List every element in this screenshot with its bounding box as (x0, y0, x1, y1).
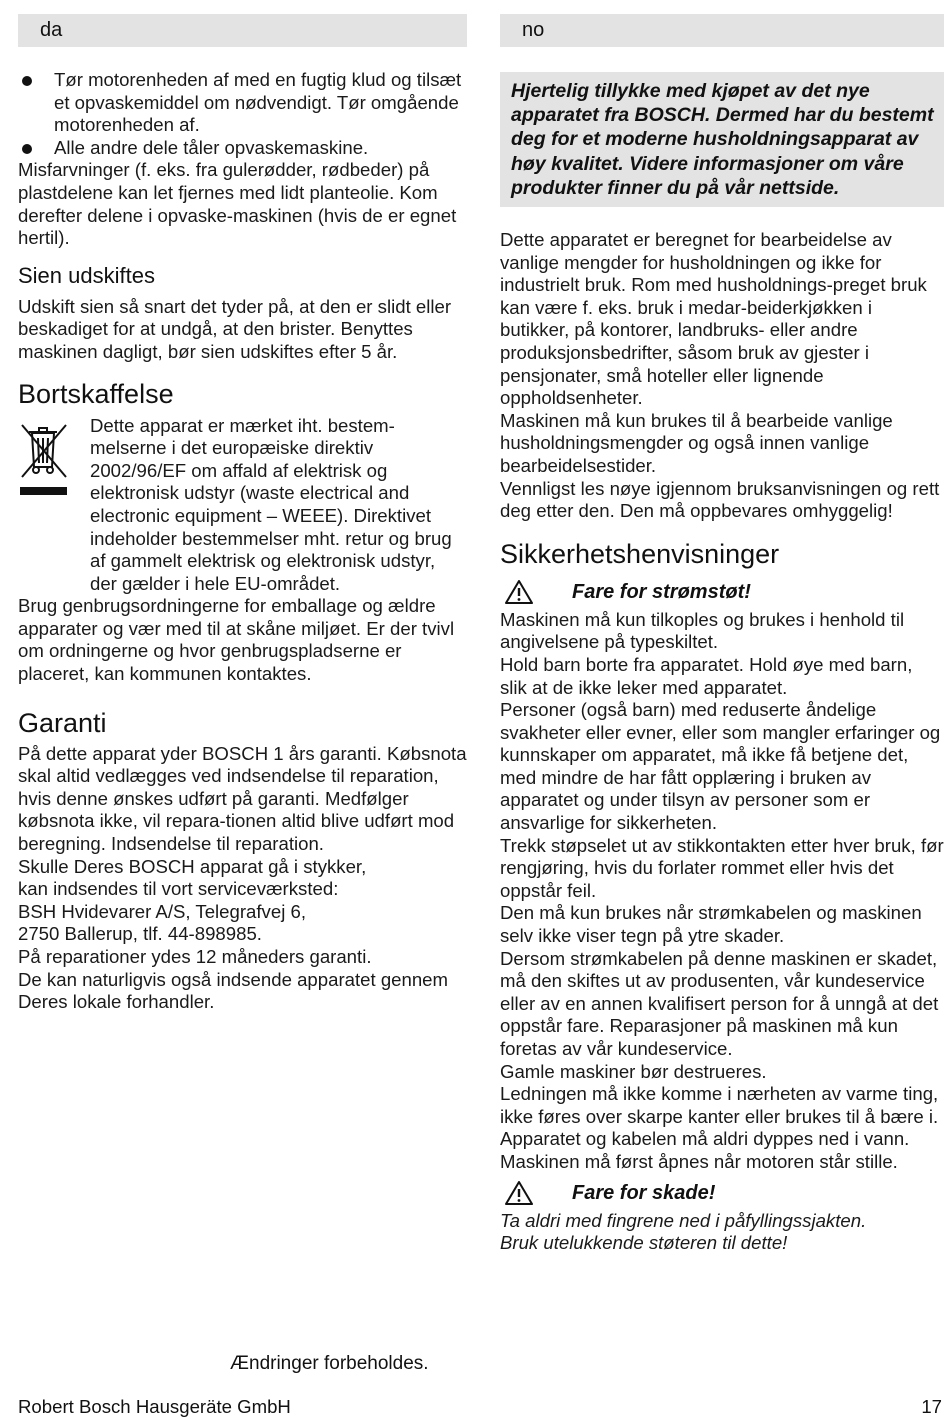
language-header-no: no (500, 14, 944, 47)
bullet-item: Tør motorenheden af med en fugtig klud og tilsæt et opvaskemiddel om nødvendigt. Tør omgående motorenheden af. (18, 69, 467, 137)
service-line: 2750 Ballerup, tlf. 44-898985. (18, 923, 262, 945)
intro-box: Hjertelig tillykke med kjøpet av det nye apparatet fra BOSCH. Dermed har du bestemt deg for et moderne husholdningsapparat av høy kvalitet. Videre informasjoner om våre produkter finner du på vår nettside. (500, 72, 944, 207)
changes-reserved-note: Ændringer forbeholdes. (230, 1353, 429, 1374)
language-header-da: da (18, 14, 467, 47)
service-line: BSH Hvidevarer A/S, Telegrafvej 6, (18, 900, 306, 922)
service-line: Skulle Deres BOSCH apparat gå i stykker, (18, 855, 367, 877)
disposal-heading: Bortskaffelse (18, 378, 174, 409)
sieve-text: Udskift sien så snart det tyder på, at den er slidt eller beskadiget for at undgå, at den brister. Benyttes maskinen dagligt, bør sien udskiftes efter 5 år. (18, 295, 452, 362)
right-column-no (500, 14, 944, 1255)
warranty-heading: Garanti (18, 707, 107, 738)
page-number: 17 (921, 1396, 942, 1417)
footer-company: Robert Bosch Hausgeräte GmbH (18, 1396, 291, 1417)
cleaning-text: Misfarvninger (f. eks. fra gulerødder, rødbeder) på plastdelene kan let fjernes med lidt planteolie. Kom derefter delene i opvaske-maskinen (hvis de er egnet hertil). (18, 159, 457, 249)
safety-heading: Sikkerhetshenvisninger (500, 538, 780, 569)
bullet-dot-icon (22, 144, 32, 154)
crossed-out-bin-icon (18, 419, 70, 499)
cleaning-bullet-list (18, 69, 467, 159)
injury-warning-text: Ta aldri med fingrene ned i påfyllingssjakten. Bruk utelukkende støteren til dette! (500, 1209, 867, 1254)
warning-electric-shock: Fare for strømstøt! (500, 577, 944, 607)
warranty-text: På dette apparat yder BOSCH 1 års garanti. Købsnota skal altid vedlægges ved indsendelse til reparation, hvis denne ønskes udført på garanti. Medfølger købsnota ikke, vil repara-tionen altid blive udført mod beregning. Indsendelse til reparation. Skulle Deres BOSCH apparat gå i stykker, kan indsendes til vort serviceværksted: BSH Hvidevarer A/S, Telegrafvej 6, 2750 Ballerup, tlf. 44-898985. På reparationer ydes 12 måneders garanti. De kan naturligvis også indsende apparatet gennem Deres lokale forhandler. (18, 742, 467, 1013)
warning-triangle-icon (504, 1180, 534, 1206)
left-column-da (18, 14, 467, 1014)
bullet-item: Alle andre dele tåler opvaskemaskine. (18, 137, 467, 160)
bullet-dot-icon (22, 76, 32, 86)
disposal-text: Brug genbrugsordningerne for emballage og ældre apparater og vær med til at skåne miljøet. Er der tvivl om ordningerne og hvor genbrugspladserne er placeret, kan kommunen kontaktes. (18, 595, 455, 685)
service-line: På reparationer ydes 12 måneders garanti. (18, 946, 372, 967)
weee-block (18, 415, 467, 596)
safety-text: Maskinen må kun tilkoples og brukes i henhold til angivelsene på typeskiltet. Hold barn borte fra apparatet. Hold øye med barn, slik at de ikke leker med apparatet. Personer (også barn) med reduserte åndelige svakheter eller evner, eller som mangler erfaringer og kunnskaper om apparatet, må ikke få betjene det, med mindre de har fått opplæring i bruken av apparatet og under tilsyn av personer som er ansvarlige for sikkerheten. Trekk støpselet ut av stikkontakten etter hver bruk, før rengjøring, hvis du forlater rommet eller hvis det oppstår feil. Den må kun brukes når strømkabelen og maskinen selv ikke viser tegn på ytre skader. Dersom strømkabelen på denne maskinen er skadet, må den skiftes ut av produsenten, vår kundeservice eller av en annen kvalifisert person for å unngå at det oppstår fare. Reparasjoner på maskinen må kun foretas av vår kundeservice. Gamle maskiner bør destrueres. Ledningen må ikke komme i nærheten av varme ting, ikke føres over skarpe kanter eller brukes til å bære i. Apparatet og kabelen må aldri dyppes ned i vann. Maskinen må først åpnes når motoren står stille. (500, 608, 944, 1172)
intended-use-text: Dette apparatet er beregnet for bearbeidelse av vanlige mengder for husholdningen og ikke for industrielt bruk. Rom med husholdnings-preget bruk kan være f. eks. bruk i medar-beiderkjøkken i butikker, på kontorer, landbruks- eller andre produksjonsbedrifter, såsom bruk av gjester i pensjonater, små hoteller eller lignende oppholdsenheter. Maskinen må kun brukes til å bearbeide vanlige husholdningsmengder og også innen vanlige bearbeidelsestider. Vennligst les nøye igjennom bruksanvisningen og rett deg etter den. Den må oppbevares omhyggelig! (500, 229, 940, 522)
warning-injury: Fare for skade! (500, 1178, 944, 1208)
warning-triangle-icon (504, 579, 534, 605)
service-line: kan indsendes til vort serviceværksted: (18, 878, 339, 900)
weee-text: Dette apparat er mærket iht. bestem-melserne i det europæiske direktiv 2002/96/EF om affald af elektrisk og elektronisk udstyr (waste electrical and electronic equipment – WEEE). Direktivet indeholder bestemmelser mht. retur og brug af gammelt elektrisk og elektronisk udstyr, der gælder i hele EU-området. (90, 414, 452, 594)
service-line: De kan naturligvis også indsende apparatet gennem Deres lokale forhandler. (18, 968, 449, 1013)
sieve-heading: Sien udskiftes (18, 262, 155, 288)
